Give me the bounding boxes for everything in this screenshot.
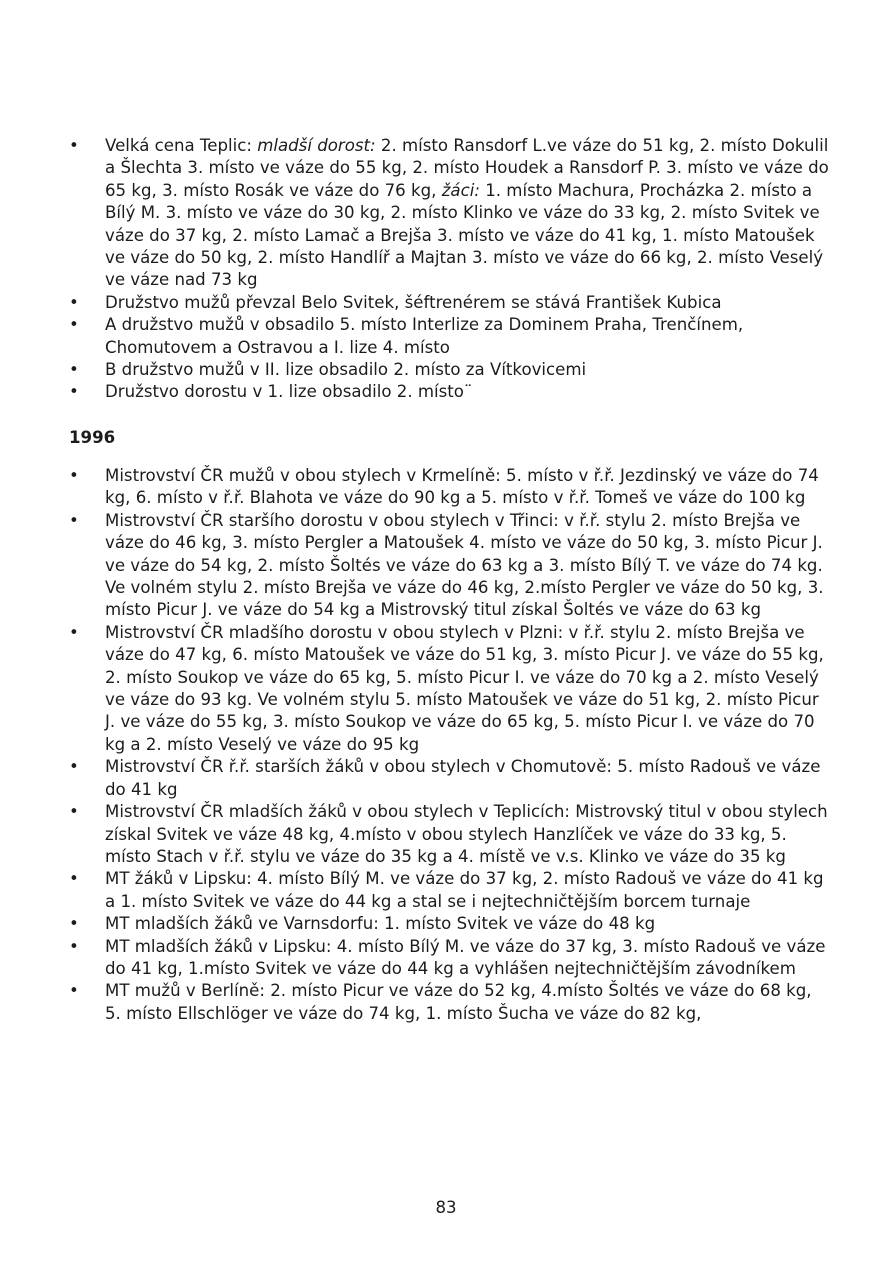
list-item-text: Mistrovství ČR ř.ř. starších žáků v obou stylech v Chomutově: 5. místo Radouš ve váze do 41 kg bbox=[105, 757, 821, 799]
text-run: 2. místo Ransdorf L.ve váze do 51 kg, 2. místo Dokulil a Šlechta 3. místo ve váze do 55 kg, 2. místo Houdek a Ransdorf P. 3. místo ve váze do 65 kg, 3. místo Rosák ve váze do 76 kg, bbox=[105, 136, 829, 200]
list-item-text: MT mladších žáků ve Varnsdorfu: 1. místo Svitek ve váze do 48 kg bbox=[105, 914, 656, 934]
bullet: • bbox=[69, 622, 79, 642]
list-item-text: MT žáků v Lipsku: 4. místo Bílý M. ve váze do 37 kg, 2. místo Radouš ve váze do 41 kg a 1. místo Svitek ve váze do 44 kg a stal se i nejtechničtějším borcem turnaje bbox=[105, 869, 824, 911]
list-item bbox=[69, 913, 829, 935]
list-item bbox=[69, 756, 829, 801]
list-item-text: A družstvo mužů v obsadilo 5. místo Interlize za Dominem Praha, Trenčínem, Chomutovem a Ostravou a I. lize 4. místo bbox=[105, 315, 744, 357]
bullet: • bbox=[69, 869, 79, 889]
results-list-1996 bbox=[69, 465, 829, 1025]
list-item bbox=[69, 801, 829, 868]
category-label: mladší dorost: bbox=[257, 136, 376, 155]
list-item bbox=[69, 465, 829, 510]
list-item bbox=[69, 135, 829, 292]
list-item-text: Družstvo mužů převzal Belo Svitek, šéftrenérem se stává František Kubica bbox=[105, 292, 722, 312]
results-list-1995 bbox=[69, 135, 829, 404]
bullet: • bbox=[69, 510, 79, 530]
list-item-text: Družstvo dorostu v 1. lize obsadilo 2. místo¨ bbox=[105, 382, 473, 402]
bullet: • bbox=[69, 292, 79, 312]
bullet: • bbox=[69, 981, 79, 1001]
list-item bbox=[69, 980, 829, 1025]
year-heading: 1996 bbox=[69, 428, 116, 447]
page-number: 83 bbox=[435, 1198, 457, 1217]
list-item bbox=[69, 292, 829, 314]
list-item-text: Mistrovství ČR mužů v obou stylech v Krmelíně: 5. místo v ř.ř. Jezdinský ve váze do 74 kg, 6. místo v ř.ř. Blahota ve váze do 90 kg a 5. místo v ř.ř. Tomeš ve váze do 100 kg bbox=[105, 466, 819, 508]
category-label: žáci: bbox=[441, 180, 480, 200]
list-item-text: MT mladších žáků v Lipsku: 4. místo Bílý M. ve váze do 37 kg, 3. místo Radouš ve váze do 41 kg, 1.místo Svitek ve váze do 44 kg a vyhlášen nejtechničtějším závodníkem bbox=[105, 936, 826, 978]
bullet: • bbox=[69, 757, 79, 777]
text-run: Velká cena Teplic: bbox=[105, 136, 258, 155]
list-item bbox=[69, 359, 829, 381]
list-item-text: MT mužů v Berlíně: 2. místo Picur ve váze do 52 kg, 4.místo Šoltés ve váze do 68 kg, 5. místo Ellschlöger ve váze do 74 kg, 1. místo Šucha ve váze do 82 kg, bbox=[105, 981, 812, 1023]
list-item-text: Mistrovství ČR staršího dorostu v obou stylech v Třinci: v ř.ř. stylu 2. místo Brejša ve váze do 46 kg, 3. místo Pergler a Matoušek 4. místo ve váze do 50 kg, 3. místo Picur J. ve váze do 54 kg, 2. místo Šoltés ve váze do 63 kg a 3. místo Bílý T. ve váze do 74 kg. Ve volném stylu 2. místo Brejša ve váze do 46 kg, 2.místo Pergler ve váze do 50 kg, 3. místo Picur J. ve váze do 54 kg a Mistrovský titul získal Šoltés ve váze do 63 kg bbox=[105, 510, 824, 620]
list-item-text bbox=[105, 136, 829, 289]
bullet: • bbox=[69, 466, 79, 485]
list-item bbox=[69, 381, 829, 403]
bullet: • bbox=[69, 802, 79, 822]
list-item bbox=[69, 936, 829, 981]
list-item bbox=[69, 314, 829, 359]
list-item-text: B družstvo mužů v II. lize obsadilo 2. místo za Vítkovicemi bbox=[105, 360, 587, 380]
bullet: • bbox=[69, 914, 79, 934]
bullet: • bbox=[69, 360, 79, 380]
bullet: • bbox=[69, 315, 79, 335]
bullet: • bbox=[69, 936, 79, 956]
list-item-text: Mistrovství ČR mladšího dorostu v obou stylech v Plzni: v ř.ř. stylu 2. místo Brejša ve váze do 47 kg, 6. místo Matoušek ve váze do 51 kg, 3. místo Picur J. ve váze do 55 kg, 2. místo Soukop ve váze do 65 kg, 5. místo Picur I. ve váze do 70 kg a 2. místo Veselý ve váze do 93 kg. Ve volném stylu 5. místo Matoušek ve váze do 51 kg, 2. místo Picur J. ve váze do 55 kg, 3. místo Soukop ve váze do 65 kg, 5. místo Picur I. ve váze do 70 kg a 2. místo Veselý ve váze do 95 kg bbox=[105, 622, 824, 754]
list-item bbox=[69, 868, 829, 913]
list-item bbox=[69, 622, 829, 756]
text-run: 1. místo Machura, Procházka 2. místo a Bílý M. 3. místo ve váze do 30 kg, 2. místo Klinko ve váze do 33 kg, 2. místo Svitek ve váze do 37 kg, 2. místo Lamač a Brejša 3. místo ve váze do 41 kg, 1. místo Matoušek ve váze do 50 kg, 2. místo Handlíř a Majtan 3. místo ve váze do 66 kg, 2. místo Veselý ve váze nad 73 kg bbox=[105, 180, 824, 290]
list-item bbox=[69, 510, 829, 622]
list-item-text: Mistrovství ČR mladších žáků v obou stylech v Teplicích: Mistrovský titul v obou stylech získal Svitek ve váze 48 kg, 4.místo v obou stylech Hanzlíček ve váze do 33 kg, 5. místo Stach v ř.ř. stylu ve váze do 35 kg a 4. místě ve v.s. Klinko ve váze do 35 kg bbox=[105, 802, 828, 866]
bullet: • bbox=[69, 382, 79, 402]
bullet: • bbox=[69, 136, 79, 155]
